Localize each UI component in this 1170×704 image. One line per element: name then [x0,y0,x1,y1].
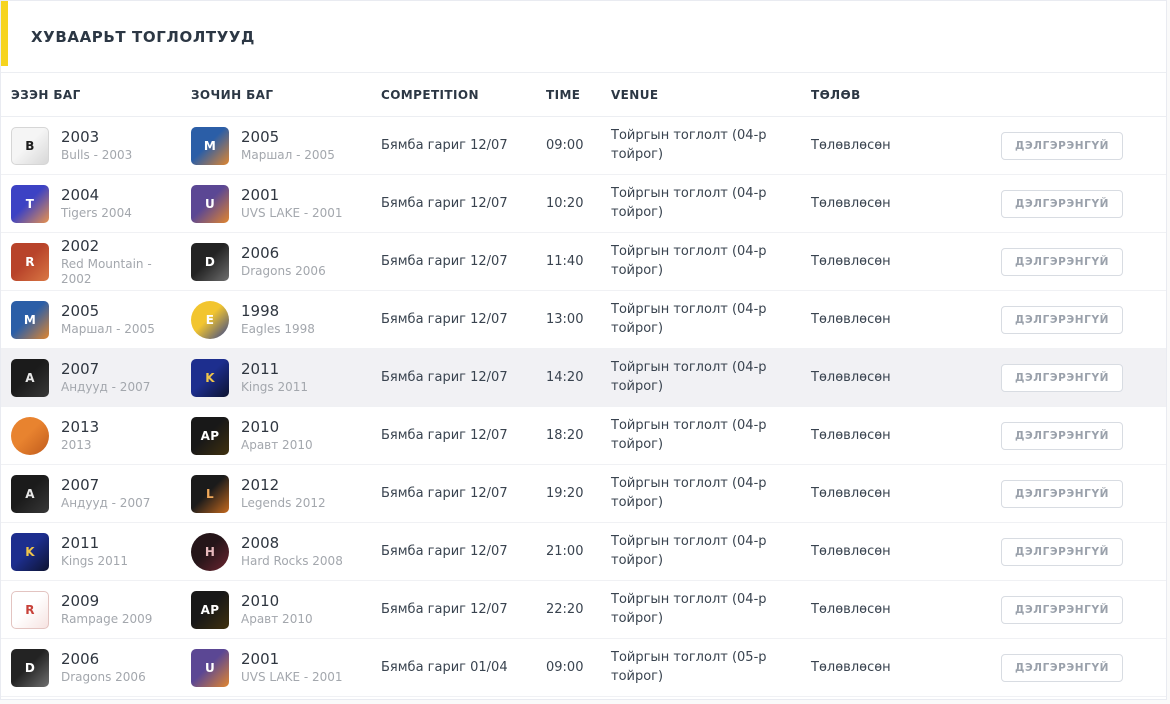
details-cell [1001,596,1166,624]
home-team-cell [11,127,191,165]
venue-cell: Тойргын тоглолт (04-р тойрог) [611,592,767,626]
table-row [1,291,1166,349]
details-button[interactable]: ДЭЛГЭРЭНГҮЙ [1001,132,1123,160]
home-team-name: Андууд - 2007 [61,380,151,395]
away-team-name: Аравт 2010 [241,438,313,453]
away-team-logo: K [191,359,229,397]
time-cell: 11:40 [546,254,584,269]
details-cell [1001,248,1166,276]
away-team-logo: L [191,475,229,513]
home-team-year: 2003 [61,128,100,147]
home-team-cell [11,475,191,513]
time-cell: 10:20 [546,196,584,211]
table-header [1,73,1166,117]
home-team-name: Kings 2011 [61,554,129,569]
away-team-logo: М [191,127,229,165]
details-cell [1001,538,1166,566]
status-cell: Төлөвлөсөн [811,196,891,211]
table-row [1,233,1166,291]
title-block [1,1,1166,73]
details-button[interactable]: ДЭЛГЭРЭНГҮЙ [1001,480,1123,508]
home-team-name: Tigers 2004 [61,206,132,221]
venue-cell: Тойргын тоглолт (04-р тойрог) [611,534,767,568]
time-cell: 21:00 [546,544,584,559]
away-team-cell [191,127,381,165]
details-cell [1001,654,1166,682]
status-cell: Төлөвлөсөн [811,660,891,675]
status-cell: Төлөвлөсөн [811,138,891,153]
away-team-cell [191,359,381,397]
venue-cell: Тойргын тоглолт (04-р тойрог) [611,418,767,452]
column-header-venue: VENUE [611,87,659,102]
away-team-cell [191,301,381,339]
away-team-name: Маршал - 2005 [241,148,335,163]
away-team-cell [191,185,381,223]
status-cell: Төлөвлөсөн [811,370,891,385]
home-team-cell [11,301,191,339]
away-team-cell [191,533,381,571]
home-team-cell [11,533,191,571]
details-button[interactable]: ДЭЛГЭРЭНГҮЙ [1001,306,1123,334]
away-team-year: 2008 [241,534,280,553]
away-team-name: Hard Rocks 2008 [241,554,343,569]
home-team-cell [11,649,191,687]
away-team-cell [191,417,381,455]
away-team-cell [191,243,381,281]
column-header-status: ТӨЛӨВ [811,87,861,102]
time-cell: 09:00 [546,660,584,675]
competition-cell: Бямба гариг 01/04 [381,660,508,675]
home-team-name: Rampage 2009 [61,612,153,627]
away-team-year: 2012 [241,476,280,495]
competition-cell: Бямба гариг 12/07 [381,254,508,269]
venue-cell: Тойргын тоглолт (05-р тойрог) [611,650,767,684]
home-team-name: Маршал - 2005 [61,322,155,337]
home-team-logo: T [11,185,49,223]
details-cell [1001,364,1166,392]
away-team-name: UVS LAKE - 2001 [241,206,343,221]
home-team-year: 2006 [61,650,100,669]
away-team-name: Kings 2011 [241,380,309,395]
home-team-logo [11,417,49,455]
away-team-year: 1998 [241,302,280,321]
home-team-cell [11,237,191,286]
status-cell: Төлөвлөсөн [811,312,891,327]
status-cell: Төлөвлөсөн [811,544,891,559]
time-cell: 19:20 [546,486,584,501]
away-team-logo: H [191,533,229,571]
details-button[interactable]: ДЭЛГЭРЭНГҮЙ [1001,364,1123,392]
details-cell [1001,480,1166,508]
table-body [1,117,1166,697]
away-team-year: 2010 [241,592,280,611]
column-header-away-team: ЗОЧИН БАГ [191,87,274,102]
competition-cell: Бямба гариг 12/07 [381,196,508,211]
table-row [1,523,1166,581]
away-team-year: 2001 [241,650,280,669]
competition-cell: Бямба гариг 12/07 [381,428,508,443]
competition-cell: Бямба гариг 12/07 [381,312,508,327]
column-header-time: TIME [546,87,581,102]
table-row [1,465,1166,523]
details-cell [1001,422,1166,450]
home-team-cell [11,591,191,629]
away-team-year: 2006 [241,244,280,263]
away-team-logo: АР [191,417,229,455]
table-row [1,117,1166,175]
table-row [1,407,1166,465]
home-team-name: Red Mountain - 2002 [61,257,152,286]
away-team-cell [191,649,381,687]
table-row [1,175,1166,233]
details-button[interactable]: ДЭЛГЭРЭНГҮЙ [1001,654,1123,682]
away-team-cell [191,591,381,629]
away-team-logo: АР [191,591,229,629]
details-cell [1001,306,1166,334]
home-team-logo: A [11,359,49,397]
time-cell: 13:00 [546,312,584,327]
time-cell: 09:00 [546,138,584,153]
time-cell: 18:20 [546,428,584,443]
status-cell: Төлөвлөсөн [811,486,891,501]
home-team-name: Bulls - 2003 [61,148,133,163]
home-team-cell [11,417,191,455]
time-cell: 14:20 [546,370,584,385]
home-team-year: 2013 [61,418,100,437]
away-team-year: 2005 [241,128,280,147]
away-team-year: 2011 [241,360,280,379]
venue-cell: Тойргын тоглолт (04-р тойрог) [611,244,767,278]
venue-cell: Тойргын тоглолт (04-р тойрог) [611,476,767,510]
home-team-logo: D [11,649,49,687]
column-header-competition: COMPETITION [381,87,479,102]
home-team-year: 2005 [61,302,100,321]
home-team-name: Dragons 2006 [61,670,146,685]
away-team-name: Аравт 2010 [241,612,313,627]
home-team-logo: K [11,533,49,571]
home-team-name: 2013 [61,438,92,453]
page-title: ХУВААРЬТ ТОГЛОЛТУУД [31,27,255,46]
details-button[interactable]: ДЭЛГЭРЭНГҮЙ [1001,538,1123,566]
away-team-name: Eagles 1998 [241,322,315,337]
home-team-logo: R [11,591,49,629]
status-cell: Төлөвлөсөн [811,254,891,269]
details-button[interactable]: ДЭЛГЭРЭНГҮЙ [1001,248,1123,276]
away-team-name: UVS LAKE - 2001 [241,670,343,685]
away-team-cell [191,475,381,513]
home-team-year: 2011 [61,534,100,553]
column-header-home-team: ЭЗЭН БАГ [11,87,81,102]
competition-cell: Бямба гариг 12/07 [381,544,508,559]
home-team-year: 2007 [61,476,100,495]
competition-cell: Бямба гариг 12/07 [381,486,508,501]
home-team-logo: B [11,127,49,165]
home-team-logo: R [11,243,49,281]
away-team-name: Dragons 2006 [241,264,326,279]
time-cell: 22:20 [546,602,584,617]
venue-cell: Тойргын тоглолт (04-р тойрог) [611,186,767,220]
home-team-logo: М [11,301,49,339]
details-button[interactable]: ДЭЛГЭРЭНГҮЙ [1001,190,1123,218]
away-team-year: 2010 [241,418,280,437]
home-team-year: 2009 [61,592,100,611]
competition-cell: Бямба гариг 12/07 [381,370,508,385]
details-cell [1001,132,1166,160]
venue-cell: Тойргын тоглолт (04-р тойрог) [611,302,767,336]
away-team-logo: E [191,301,229,339]
away-team-logo: D [191,243,229,281]
table-row [1,349,1166,407]
home-team-year: 2007 [61,360,100,379]
details-button[interactable]: ДЭЛГЭРЭНГҮЙ [1001,596,1123,624]
details-cell [1001,190,1166,218]
home-team-cell [11,185,191,223]
away-team-year: 2001 [241,186,280,205]
details-button[interactable]: ДЭЛГЭРЭНГҮЙ [1001,422,1123,450]
accent-bar [1,1,8,66]
venue-cell: Тойргын тоглолт (04-р тойрог) [611,360,767,394]
home-team-year: 2002 [61,237,100,256]
home-team-year: 2004 [61,186,100,205]
away-team-name: Legends 2012 [241,496,326,511]
home-team-name: Андууд - 2007 [61,496,151,511]
home-team-logo: A [11,475,49,513]
status-cell: Төлөвлөсөн [811,602,891,617]
venue-cell: Тойргын тоглолт (04-р тойрог) [611,128,767,162]
table-row [1,581,1166,639]
competition-cell: Бямба гариг 12/07 [381,138,508,153]
away-team-logo: U [191,185,229,223]
home-team-cell [11,359,191,397]
status-cell: Төлөвлөсөн [811,428,891,443]
competition-cell: Бямба гариг 12/07 [381,602,508,617]
away-team-logo: U [191,649,229,687]
table-row [1,639,1166,697]
